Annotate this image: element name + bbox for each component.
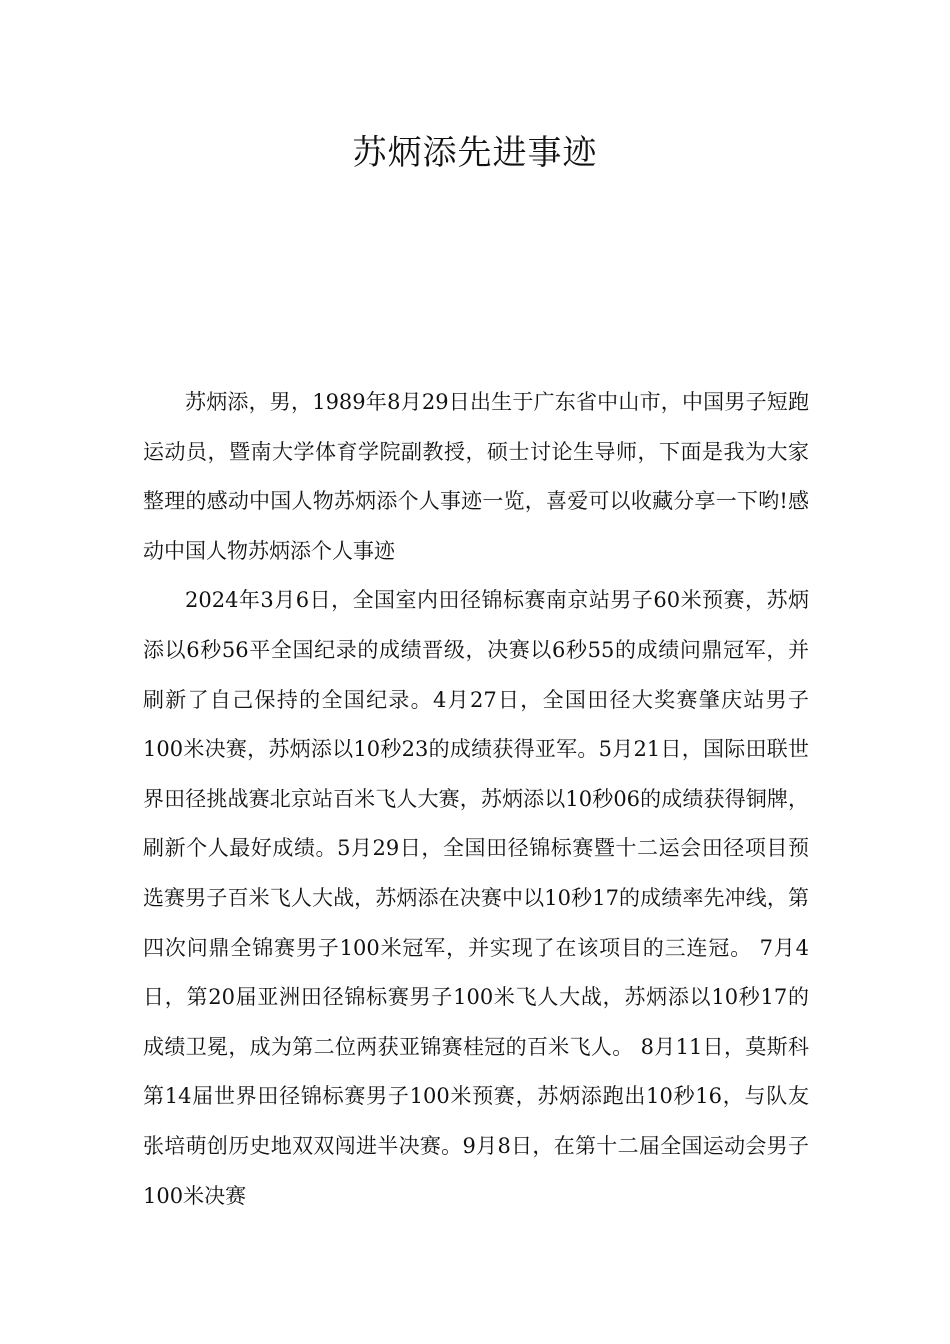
- paragraph-intro: 苏炳添，男，1989年8月29日出生于广东省中山市，中国男子短跑运动员，暨南大学体育学院副教授，硕士讨论生导师，下面是我为大家整理的感动中国人物苏炳添个人事迹一览，喜爱可以收藏分享一下哟!感动中国人物苏炳添个人事迹: [143, 390, 809, 563]
- paragraph-achievements: 2024年3月6日，全国室内田径锦标赛南京站男子60米预赛，苏炳添以6秒56平全国纪录的成绩晋级，决赛以6秒55的成绩问鼎冠军，并刷新了自己保持的全国纪录。4月27日，全国田径大奖赛肇庆站男子100米决赛，苏炳添以10秒23的成绩获得亚军。5月21日，国际田联世界田径挑战赛北京站百米飞人大赛，苏炳添以10秒06的成绩获得铜牌，刷新个人最好成绩。5月29日，全国田径锦标赛暨十二运会田径项目预选赛男子百米飞人大战，苏炳添在决赛中以10秒17的成绩率先冲线，第四次问鼎全锦赛男子100米冠军，并实现了在该项目的三连冠。 7月4日，第20届亚洲田径锦标赛男子100米飞人大战，苏炳添以10秒17的成绩卫冕，成为第二位两获亚锦赛桂冠的百米飞人。 8月11日，莫斯科第14届世界田径锦标赛男子100米预赛，苏炳添跑出10秒16，与队友张培萌创历史地双双闯进半决赛。9月8日，在第十二届全国运动会男子100米决赛: [143, 588, 809, 1208]
- document-body: [143, 378, 809, 1221]
- document-title: 苏炳添先进事迹: [352, 133, 598, 173]
